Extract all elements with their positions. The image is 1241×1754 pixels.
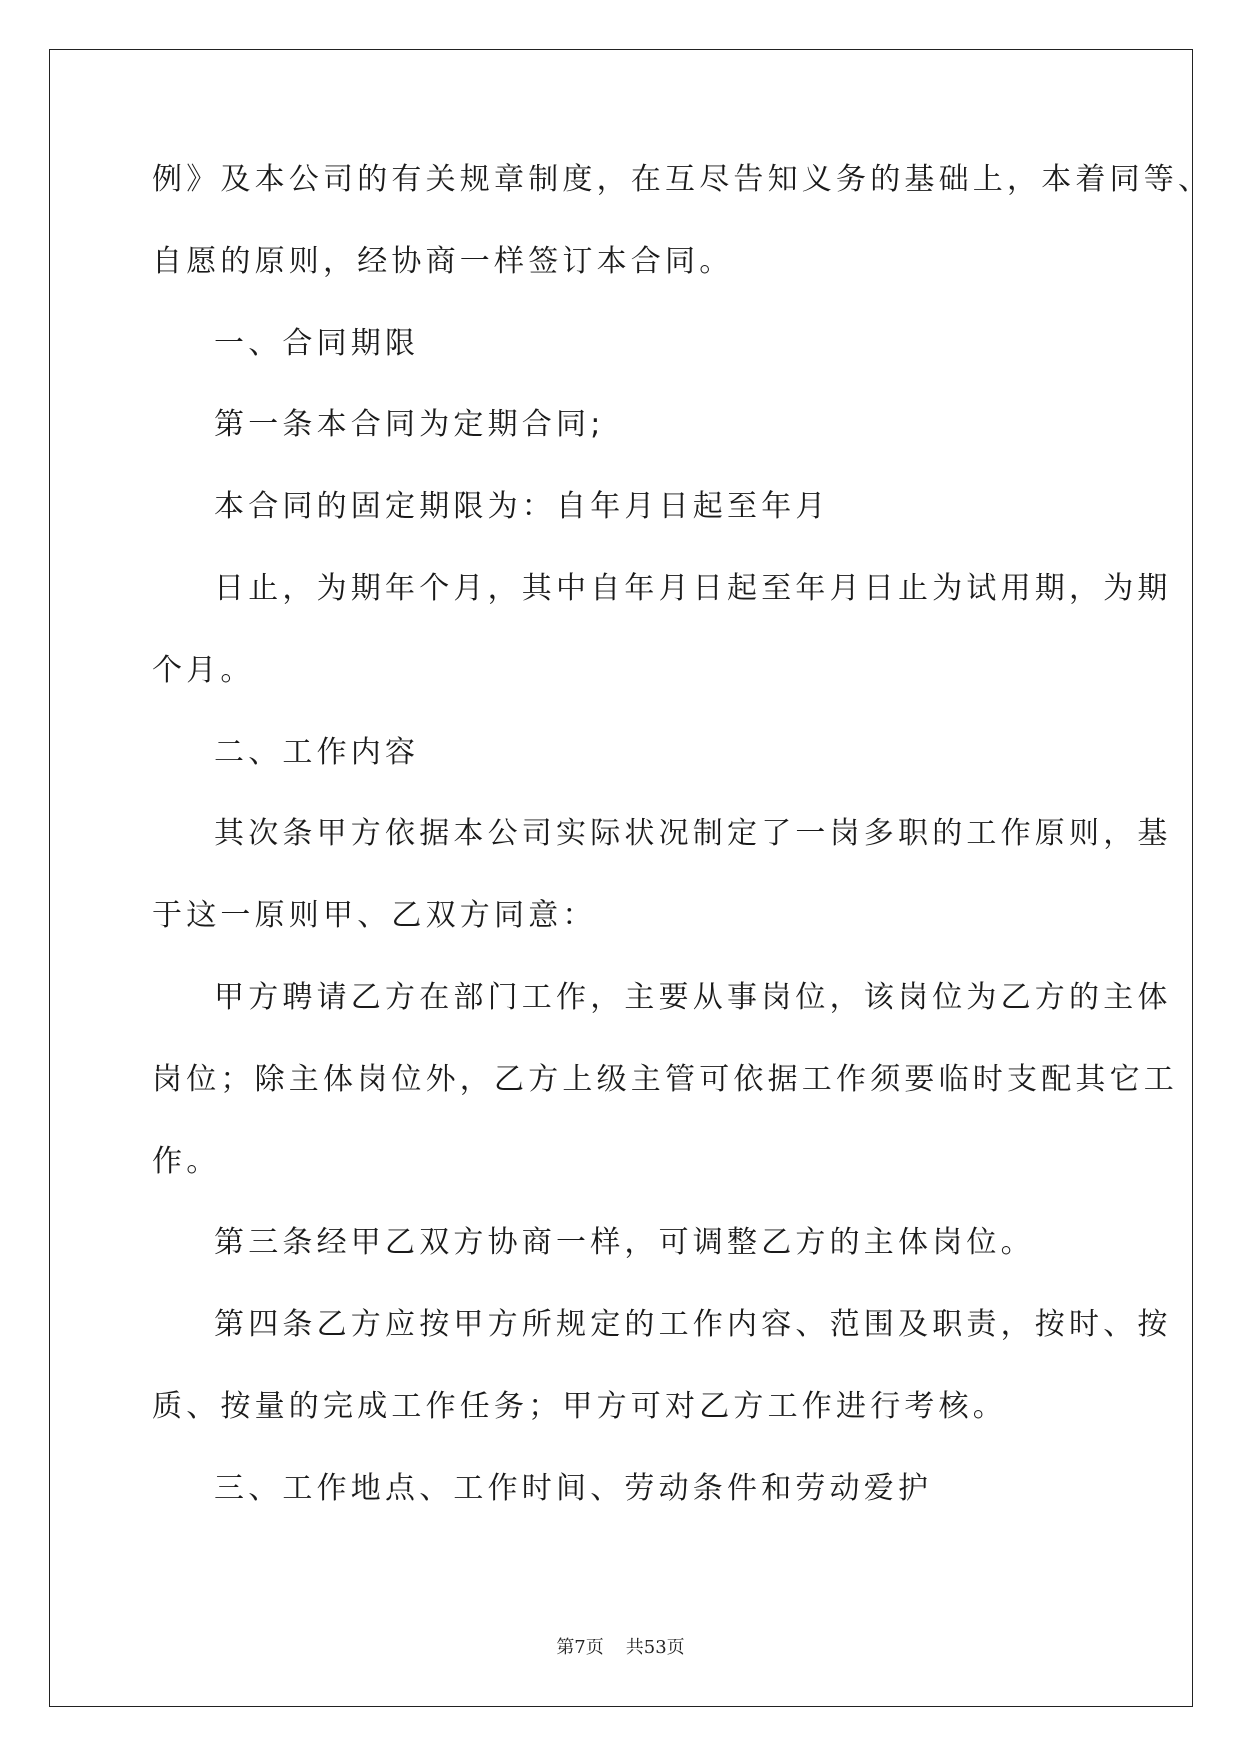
paragraph-line: 其次条甲方依据本公司实际状况制定了一岗多职的工作原则，基	[214, 816, 1172, 852]
paragraph-line: 作。	[152, 1143, 221, 1179]
page-footer	[0, 1633, 1241, 1659]
document-body	[152, 160, 1213, 1551]
paragraph-line: 于这一原则甲、乙双方同意：	[152, 898, 597, 934]
paragraph-line: 例》及本公司的有关规章制度，在互尽告知义务的基础上，本着同等、	[152, 162, 1213, 197]
paragraph-line: 第四条乙方应按甲方所规定的工作内容、范围及职责，按时、按	[214, 1307, 1172, 1343]
paragraph-line: 质、按量的完成工作任务；甲方可对乙方工作进行考核。	[152, 1388, 1007, 1424]
section-heading: 三、工作地点、工作时间、劳动条件和劳动爱护	[214, 1470, 933, 1506]
paragraph-line: 甲方聘请乙方在部门工作，主要从事岗位，该岗位为乙方的主体	[214, 979, 1172, 1015]
total-page-count: 共53页	[625, 1637, 685, 1658]
paragraph-line: 第三条经甲乙双方协商一样，可调整乙方的主体岗位。	[214, 1225, 1035, 1261]
section-heading: 一、合同期限	[214, 325, 420, 361]
paragraph-line: 日止，为期年个月，其中自年月日起至年月日止为试用期，为期	[214, 570, 1172, 606]
paragraph-line: 第一条本合同为定期合同;	[214, 407, 605, 443]
paragraph-line: 岗位；除主体岗位外，乙方上级主管可依据工作须要临时支配其它工	[152, 1061, 1178, 1097]
paragraph-line: 自愿的原则，经协商一样签订本合同。	[152, 243, 734, 279]
section-heading: 二、工作内容	[214, 734, 420, 770]
paragraph-line: 本合同的固定期限为：自年月日起至年月	[214, 489, 830, 525]
current-page-number: 第7页	[556, 1637, 604, 1658]
paragraph-line: 个月。	[152, 652, 255, 688]
